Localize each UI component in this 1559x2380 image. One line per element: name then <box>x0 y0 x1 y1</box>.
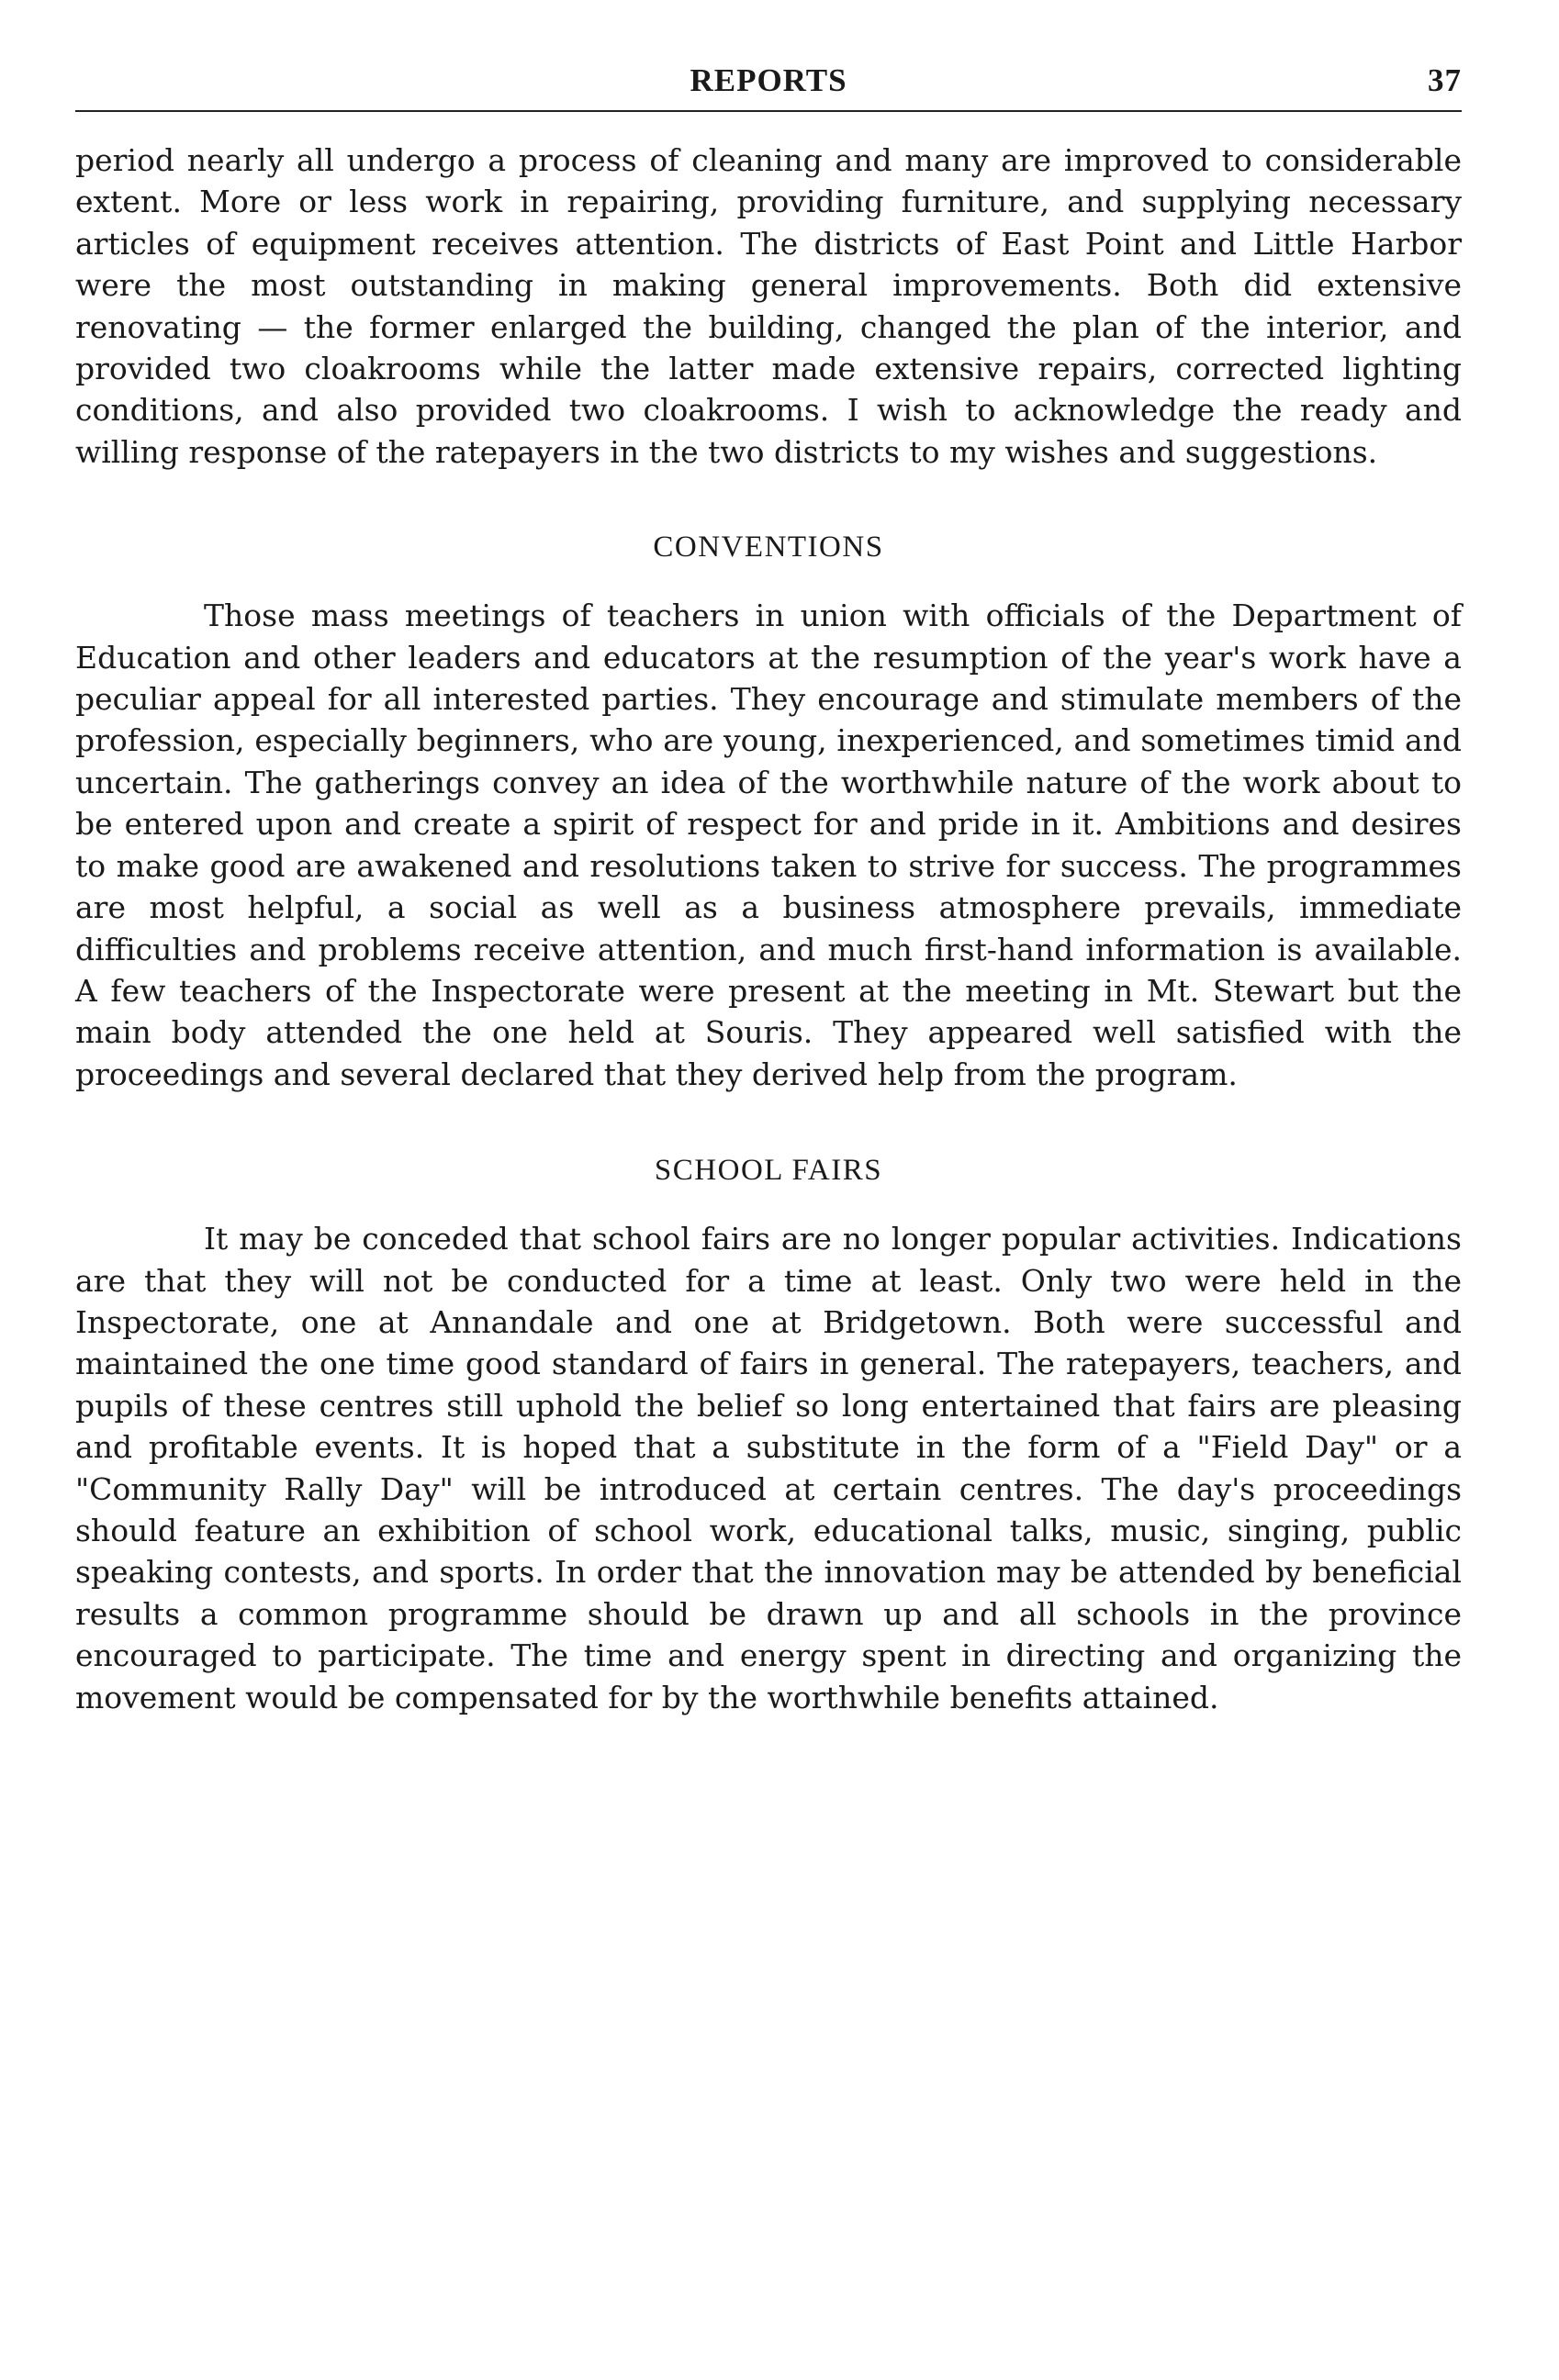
running-head <box>75 55 1462 110</box>
book-page <box>75 55 1462 1718</box>
header-rule <box>75 110 1462 112</box>
conventions-paragraph: Those mass meetings of teachers in union with officials of the Department of Education and other leaders and educators at the resumption of the year's work have a peculiar appeal for all interested parties. They encourage and stimulate members of the profession, especially beginners, who are young, inexperienced, and sometimes timid and uncertain. The gatherings convey an idea of the worthwhile nature of the work about to be entered upon and create a spirit of respect for and pride in it. Ambitions and desires to make good are awakened and resolutions taken to strive for success. The programmes are most helpful, a social as well as a business atmosphere prevails, immediate difficulties and problems receive attention, and much first-hand information is available. A few teachers of the Inspectorate were present at the meeting in Mt. Stewart but the main body attended the one held at Souris. They appeared well satisfied with the proceedings and several declared that they derived help from the program. <box>75 598 1462 1092</box>
running-head-title: REPORTS <box>690 62 847 98</box>
page-number: 37 <box>1428 62 1462 98</box>
section-heading-school-fairs: SCHOOL FAIRS <box>654 1154 883 1188</box>
opening-paragraph: period nearly all undergo a process of cleaning and many are improved to considerable extent. More or less work in repairing, providing furniture, and supplying necessary articles of equipment receives attention. The districts of East Point and Little Harbor were the most outstanding in making general improvements. Both did extensive renovating — the former enlarged the building, changed the plan of the interior, and provided two cloakrooms while the latter made extensive repairs, corrected lighting conditions, and also provided two cloakrooms. I wish to acknowledge the ready and willing response of the ratepayers in the two districts to my wishes and suggestions. <box>75 142 1462 470</box>
section-heading-conventions: CONVENTIONS <box>653 531 884 564</box>
school-fairs-paragraph: It may be conceded that school fairs are no longer popular activities. Indications are that they will not be conducted for a time at least. Only two were held in the Inspectorate, one at Annandale and one at Bridgetown. Both were successful and maintained the one time good standard of fairs in general. The ratepayers, teachers, and pupils of these centres still uphold the belief so long entertained that fairs are pleasing and profitable events. It is hoped that a substitute in the form of a "Field Day" or a "Community Rally Day" will be introduced at certain centres. The day's proceedings should feature an exhibition of school work, educational talks, music, singing, public speaking contests, and sports. In order that the innovation may be attended by beneficial results a common programme should be drawn up and all schools in the province encouraged to participate. The time and energy spent in directing and organizing the movement would be compensated for by the worthwhile benefits attained. <box>75 1221 1462 1715</box>
